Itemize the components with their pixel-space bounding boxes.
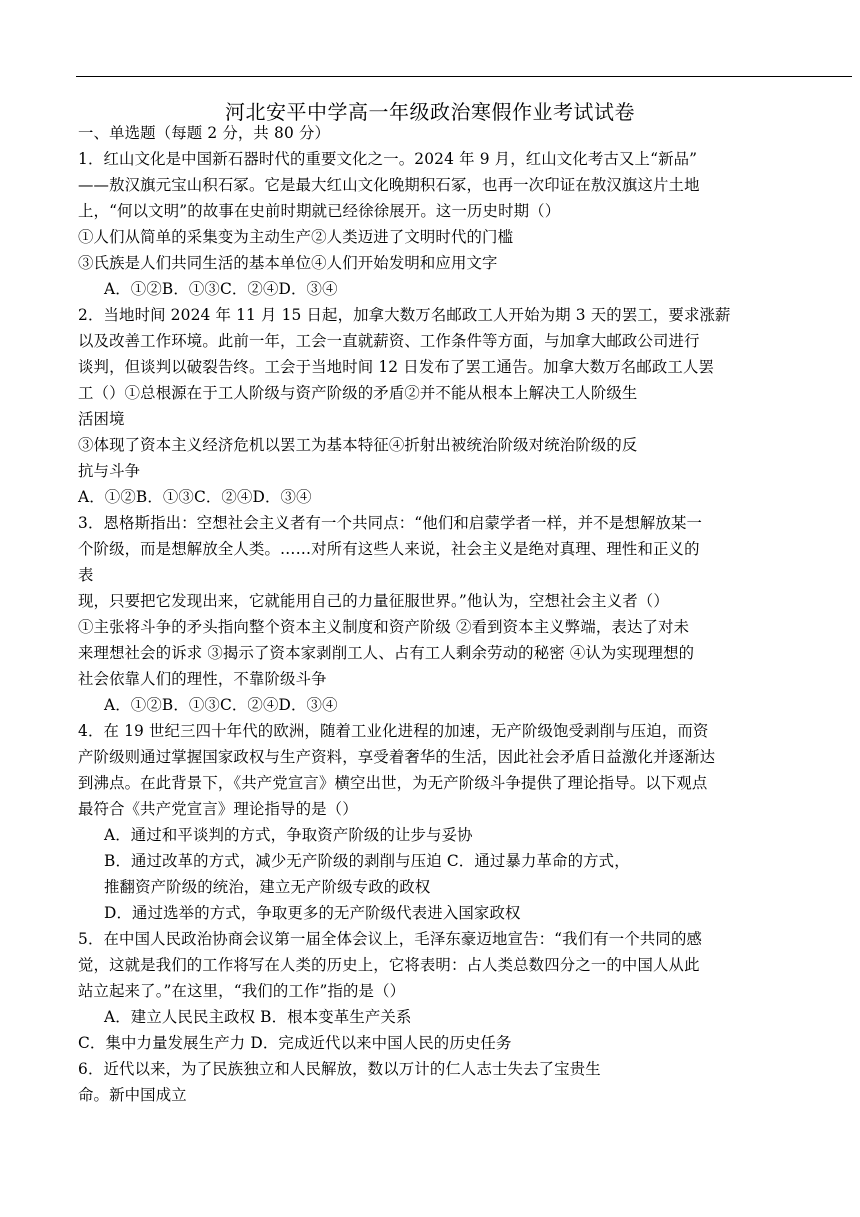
question-4-text: 4．在 19 世纪三四十年代的欧洲，随着工业化进程的加速，无产阶级饱受剥削与压迫，而资 bbox=[78, 722, 709, 740]
question-6-text: 6．近代以来，为了民族独立和人民解放，数以万计的仁人志士失去了宝贵生 bbox=[78, 1060, 601, 1078]
question-3-text: 现，只要把它发现出来，它就能用自己的力量征服世界。”他认为，空想社会主义者（） bbox=[78, 592, 669, 610]
question-4-text: 到沸点。在此背景下，《共产党宣言》横空出世，为无产阶级斗争提供了理论指导。以下观点 bbox=[78, 774, 708, 792]
question-5-text: 站立起来了。”在这里，“我们的工作”指的是（） bbox=[78, 982, 406, 1000]
question-4-option-c: 推翻资产阶级的统治，建立无产阶级专政的政权 bbox=[104, 878, 431, 896]
header-rule bbox=[76, 76, 852, 77]
question-3-text: 表 bbox=[78, 566, 94, 584]
question-2-statements: 活困境 bbox=[78, 410, 125, 428]
question-1-text: 上，“何以文明”的故事在史前时期就已经徐徐展开。这一历史时期（） bbox=[78, 202, 561, 220]
question-3-statements: 来理想社会的诉求 ③揭示了资本家剥削工人、占有工人剩余劳动的秘密 ④认为实现理想的 bbox=[78, 644, 695, 662]
question-6-text: 命。新中国成立 bbox=[78, 1086, 187, 1104]
question-5-text: 觉，这就是我们的工作将写在人类的历史上，它将表明：占人类总数四分之一的中国人从此 bbox=[78, 956, 700, 974]
question-5-options: C．集中力量发展生产力 D．完成近代以来中国人民的历史任务 bbox=[78, 1034, 512, 1052]
question-2-text: 2．当地时间 2024 年 11 月 15 日起，加拿大数万名邮政工人开始为期 3 天的罢工，要求涨薪 bbox=[78, 306, 731, 324]
question-1-statements: ③氏族是人们共同生活的基本单位④人们开始发明和应用文字 bbox=[78, 254, 498, 272]
question-3-text: 3．恩格斯指出：空想社会主义者有一个共同点：“他们和启蒙学者一样，并不是想解放某一 bbox=[78, 514, 703, 532]
question-1-statements: ①人们从简单的采集变为主动生产②人类迈进了文明时代的门槛 bbox=[78, 228, 514, 246]
question-3-statements: 社会依靠人们的理性，不靠阶级斗争 bbox=[78, 670, 327, 688]
question-4-option-b-c: B．通过改革的方式，减少无产阶级的剥削与压迫 C．通过暴力革命的方式， bbox=[104, 852, 630, 870]
question-4-text: 最符合《共产党宣言》理论指导的是（） bbox=[78, 800, 358, 818]
question-2-text: 以及改善工作环境。此前一年，工会一直就薪资、工作条件等方面，与加拿大邮政公司进行 bbox=[78, 332, 700, 350]
question-5-text: 5．在中国人民政治协商会议第一届全体会议上，毛泽东豪迈地宣告：“我们有一个共同的感 bbox=[78, 930, 703, 948]
question-2-statements: ③体现了资本主义经济危机以罢工为基本特征④折射出被统治阶级对统治阶级的反 bbox=[78, 436, 638, 454]
question-4-option-a: A．通过和平谈判的方式，争取资产阶级的让步与妥协 bbox=[104, 826, 473, 844]
question-1-text: 1．红山文化是中国新石器时代的重要文化之一。2024 年 9 月，红山文化考古又上“新品” bbox=[78, 150, 698, 168]
question-1-options: A．①②B．①③C．②④D．③④ bbox=[104, 280, 338, 298]
question-1-text: ——敖汉旗元宝山积石冢。它是最大红山文化晚期积石冢，也再一次印证在敖汉旗这片土地 bbox=[78, 176, 700, 194]
question-4-text: 产阶级则通过掌握国家政权与生产资料，享受着奢华的生活，因此社会矛盾日益激化并逐渐达 bbox=[78, 748, 716, 766]
question-5-options: A．建立人民民主政权 B．根本变革生产关系 bbox=[104, 1008, 412, 1026]
question-3-text: 个阶级，而是想解放全人类。……对所有这些人来说，社会主义是绝对真理、理性和正义的 bbox=[78, 540, 700, 558]
question-2-text: 谈判，但谈判以破裂告终。工会于当地时间 12 日发布了罢工通告。加拿大数万名邮政工人罢 bbox=[78, 358, 715, 376]
question-3-statements: ①主张将斗争的矛头指向整个资本主义制度和资产阶级 ②看到资本主义弊端，表达了对未 bbox=[78, 618, 690, 636]
question-2-statements: 工（）①总根源在于工人阶级与资产阶级的矛盾②并不能从根本上解决工人阶级生 bbox=[78, 384, 638, 402]
exam-title: 河北安平中学高一年级政治寒假作业考试试卷 bbox=[225, 100, 635, 124]
question-3-options: A．①②B．①③C．②④D．③④ bbox=[104, 696, 338, 714]
question-4-option-d: D．通过选举的方式，争取更多的无产阶级代表进入国家政权 bbox=[104, 904, 521, 922]
section-heading: 一、单选题（每题 2 分，共 80 分） bbox=[78, 124, 331, 142]
question-2-options: A．①②B．①③C．②④D．③④ bbox=[78, 488, 312, 506]
question-2-statements: 抗与斗争 bbox=[78, 462, 141, 480]
